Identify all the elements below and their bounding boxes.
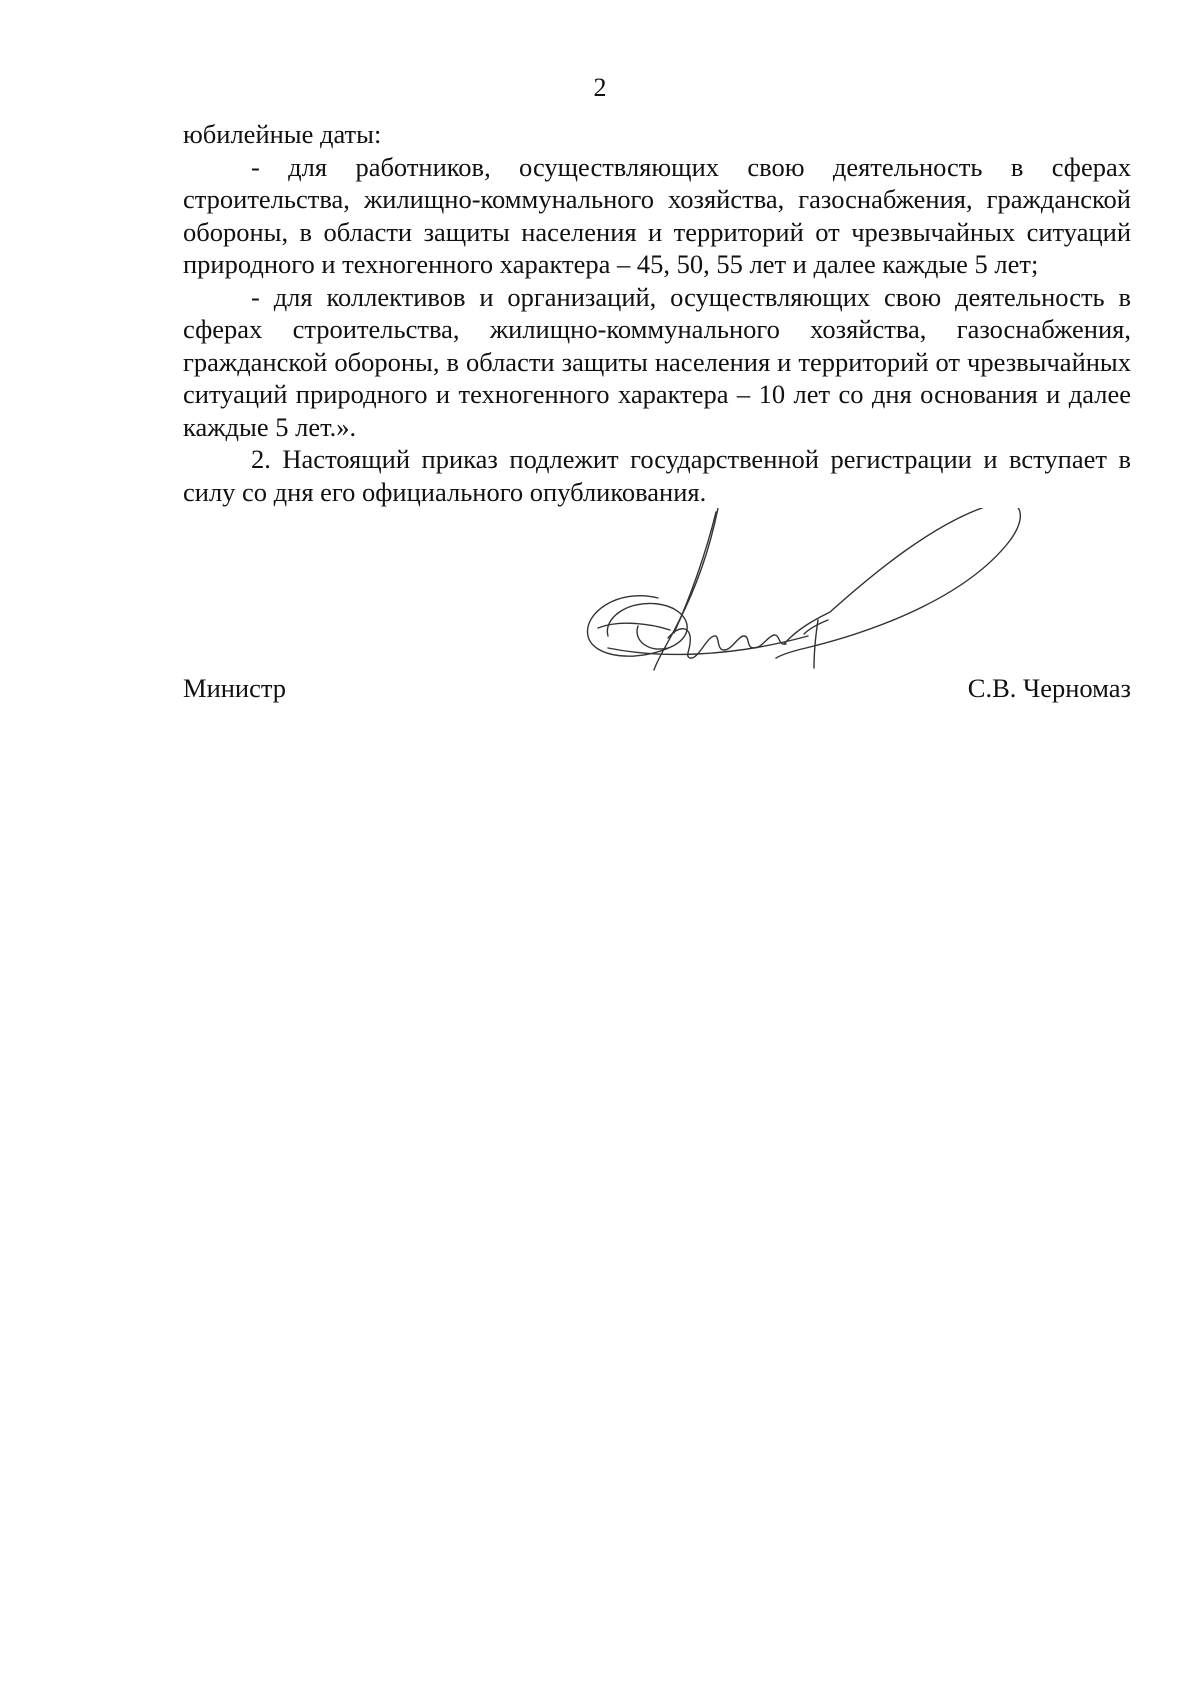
- paragraph-order-effective: 2. Настоящий приказ подлежит государственной регистрации и вступает в силу со дня его официального опубликования.: [183, 444, 1131, 507]
- document-body: [183, 118, 1131, 508]
- paragraph-organizations: - для коллективов и организаций, осуществляющих свою деятельность в сферах строительства, жилищно-коммунального хозяйства, газоснабжения, гражданской обороны, в области защиты населения и территорий от чрезвычайных ситуаций природного и техногенного характера – 10 лет со дня основания и далее каждые 5 лет.».: [183, 281, 1131, 442]
- signature-block: [183, 672, 1131, 712]
- page-number: 2: [593, 73, 607, 102]
- signatory-title: Министр: [183, 673, 287, 703]
- paragraph-intro: юбилейные даты:: [183, 119, 382, 149]
- paragraph-workers: - для работников, осуществляющих свою деятельность в сферах строительства, жилищно-коммунального хозяйства, газоснабжения, гражданской обороны, в области защиты населения и территорий от чрезвычайных ситуаций природного и техногенного характера – 45, 50, 55 лет и далее каждые 5 лет;: [183, 151, 1131, 279]
- signatory-name: С.В. Черномаз: [967, 673, 1131, 703]
